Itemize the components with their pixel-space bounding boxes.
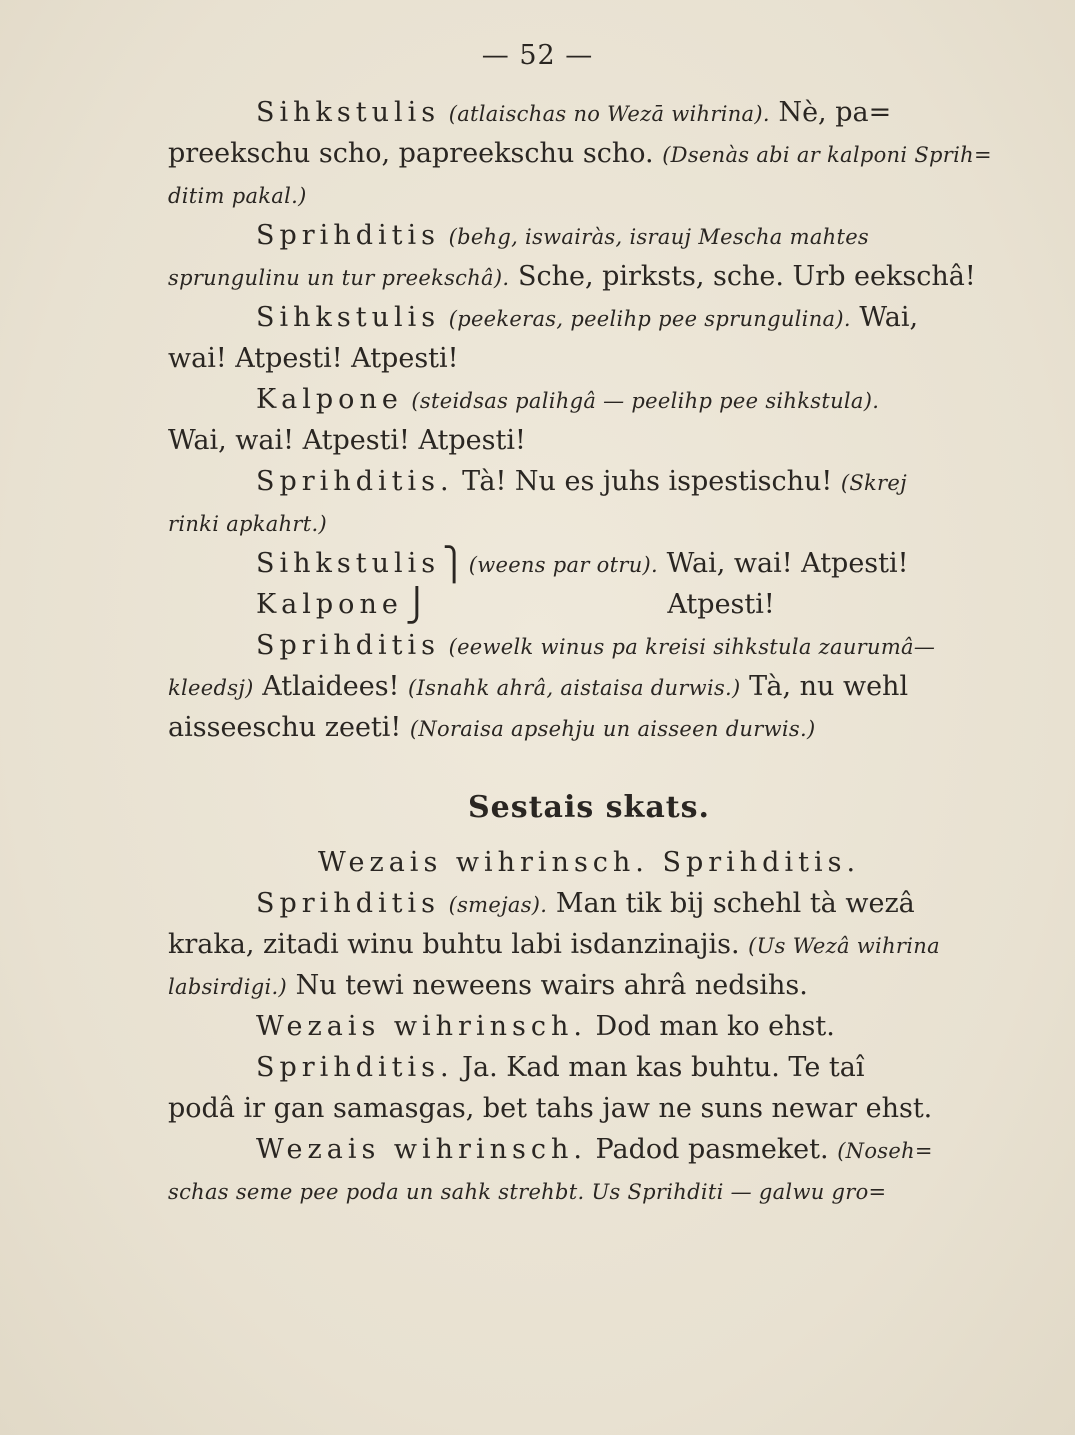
dialogue: Atlaidees! (262, 671, 400, 702)
speaker-name: Sihkstulis (256, 97, 441, 128)
speaker-name: Sprihditis (256, 630, 440, 661)
brace-glyph: ⎫ (442, 545, 467, 583)
text-line (168, 924, 1010, 965)
text-line (168, 1006, 1010, 1047)
stage-direction: (eewelk winus pa kreisi sihkstula zaurumâ— (448, 635, 936, 659)
dialogue: Nè, pa= (778, 97, 892, 128)
dialogue: Nu tewi neweens wairs ahrâ nedsihs. (295, 970, 808, 1001)
text-line (168, 420, 1010, 461)
dialogue: Wai, wai! Atpesti! Atpesti! (168, 425, 526, 456)
text-line (168, 584, 1010, 625)
stage-direction: (behg, iswairàs, israuj Mescha mahtes (448, 225, 870, 249)
text-line (168, 707, 1010, 748)
dialogue: Tà, nu wehl (749, 671, 909, 702)
dialogue: Wai, (859, 302, 919, 333)
stage-direction: ditim pakal.) (168, 184, 307, 208)
text-line (168, 625, 1010, 666)
dialogue: Ja. Kad man kas buhtu. Te taî (462, 1052, 865, 1083)
dialogue: Sche, pirksts, sche. Urb eekschâ! (517, 261, 976, 292)
dialogue: Padod pasmeket. (595, 1134, 829, 1165)
stage-direction: (Isnahk ahrâ, aistaisa durwis.) (408, 676, 741, 700)
stage-direction: kleedsj) (168, 676, 254, 700)
text-line (168, 1047, 1010, 1088)
page-text (168, 92, 1010, 1211)
dialogue: aisseeschu zeeti! (168, 712, 402, 743)
text-line (168, 965, 1010, 1006)
dialogue: kraka, zitadi winu buhtu labi isdanzinajis. (168, 929, 740, 960)
dialogue: podâ ir gan samasgas, bet tahs jaw ne suns newar ehst. (168, 1093, 933, 1124)
speaker-name: Sihkstulis (256, 548, 441, 579)
text-line (168, 1170, 1010, 1211)
text-line (168, 215, 1010, 256)
speaker-name: Sihkstulis (256, 302, 441, 333)
text-line (168, 92, 1010, 133)
stage-direction: labsirdigi.) (168, 975, 287, 999)
speaker-name: Sprihditis (256, 888, 440, 919)
text-line (168, 502, 1010, 543)
stage-direction: (Us Wezâ wihrina (748, 934, 940, 958)
brace-glyph: ⎭ (404, 586, 429, 624)
text-line (168, 133, 1010, 174)
speaker-name: Sprihditis. (256, 1052, 454, 1083)
stage-direction: (steidsas palihgâ — peelihp pee sihkstula). (411, 389, 880, 413)
speaker-name: Sprihditis. (256, 466, 454, 497)
text-line (168, 1129, 1010, 1170)
stage-direction: (atlaischas no Wezā wihrina). (448, 102, 770, 126)
stage-direction: (smejas). (448, 893, 548, 917)
dialogue: Atpesti! (667, 589, 775, 620)
speaker-name: Wezais wihrinsch. (256, 1134, 587, 1165)
stage-direction: (weens par otru). (468, 553, 658, 577)
scene-heading: Sestais skats. (468, 790, 710, 825)
dialogue: preekschu scho, papreekschu scho. (168, 138, 654, 169)
speaker-name: Kalpone (256, 589, 403, 620)
dialogue: Tà! Nu es juhs ispestischu! (462, 466, 833, 497)
text-line (168, 379, 1010, 420)
text-line (168, 883, 1010, 924)
dialogue: Man tik bij schehl tà wezâ (555, 888, 915, 919)
speaker-name: Kalpone (256, 384, 403, 415)
stage-direction: (peekeras, peelihp pee sprungulina). (448, 307, 851, 331)
stage-direction: (Dsenàs abi ar kalponi Sprih= (662, 143, 992, 167)
page-number: — 52 — (481, 40, 594, 71)
stage-direction: (Skrej (840, 471, 907, 495)
stage-direction: schas seme pee poda un sahk strehbt. Us Sprihditi — galwu gro= (168, 1180, 887, 1204)
text-line (168, 256, 1010, 297)
scene-characters: Wezais wihrinsch. Sprihditis. (317, 847, 861, 878)
stage-direction: sprungulinu un tur preekschâ). (168, 266, 510, 290)
text-line (168, 461, 1010, 502)
text-line (168, 338, 1010, 379)
text-line (168, 174, 1010, 215)
dialogue: Wai, wai! Atpesti! (666, 548, 909, 579)
speaker-name: Wezais wihrinsch. (256, 1011, 587, 1042)
text-line (168, 543, 1010, 584)
dialogue: Dod man ko ehst. (595, 1011, 835, 1042)
text-line (168, 1088, 1010, 1129)
stage-direction: (Noseh= (837, 1139, 933, 1163)
stage-direction: (Noraisa apsehju un aisseen durwis.) (409, 717, 816, 741)
dialogue: wai! Atpesti! Atpesti! (168, 343, 459, 374)
stage-direction: rinki apkahrt.) (168, 512, 327, 536)
text-line (168, 297, 1010, 338)
text-line (168, 666, 1010, 707)
speaker-name: Sprihditis (256, 220, 440, 251)
